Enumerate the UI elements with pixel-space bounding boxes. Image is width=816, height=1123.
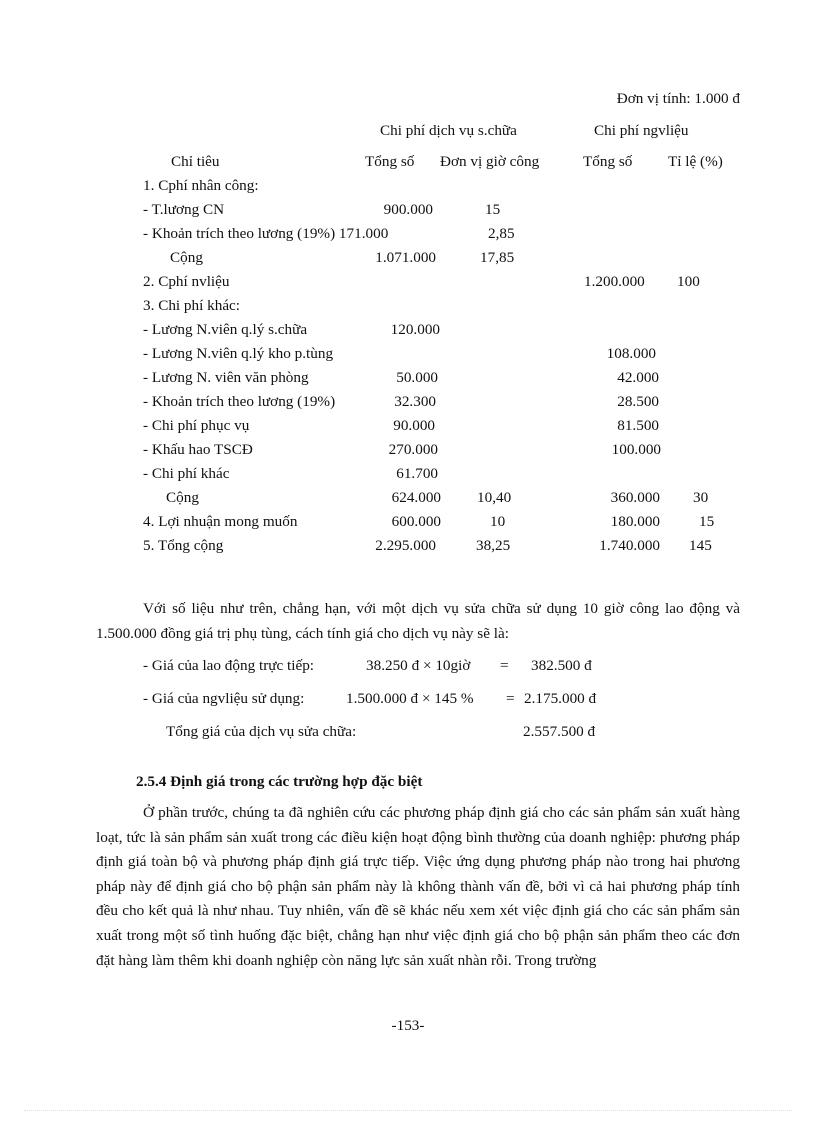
row-total: 600.000 xyxy=(391,513,441,530)
row-total: 270.000 xyxy=(388,441,438,458)
section-paragraph-text: Ở phần trước, chúng ta đã nghiên cứu các phương pháp định giá cho các sản phẩm sản xuất hàng loạt, tức là sản phẩm sản xuất trong các điều kiện hoạt động bình thường của doanh nghiệp: phương pháp định giá toàn bộ và phương pháp định giá trực tiếp. Việc ứng dụng phương pháp nào trong hai phương pháp này để định giá cho bộ phận sản phẩm này là không thành vấn đề, bởi vì cả hai phương pháp tính đều cho kết quả là như nhau. Tuy nhiên, vấn đề sẽ khác nếu xem xét việc định giá cho các sản phẩm sản xuất trong một số tình huống đặc biệt, chẳng hạn như việc định giá cho bộ phận sản phẩm theo các đơn đặt hàng làm thêm khi doanh nghiệp còn năng lực sản xuất nhàn rỗi. Trong trường xyxy=(96,804,740,969)
row-hours: 2,85 xyxy=(488,225,515,242)
row-total: 61.700 xyxy=(396,465,438,482)
row-label: 1. Cphí nhân công: xyxy=(143,177,259,194)
intro-paragraph-text: Với số liệu như trên, chẳng hạn, với một dịch vụ sửa chữa sử dụng 10 giờ công lao động và 1.500.000 đồng giá trị phụ tùng, cách tính giá cho dịch vụ này sẽ là: xyxy=(96,600,740,642)
row-label: 3. Chi phí khác: xyxy=(143,297,241,314)
row-label: - Chi phí phục vụ xyxy=(143,417,250,434)
row-label: - Chi phí khác xyxy=(143,465,230,482)
row-total: 624.000 xyxy=(391,489,441,506)
row-total: 900.000 xyxy=(383,201,433,218)
unit-note: Đơn vị tính: 1.000 đ xyxy=(616,90,740,107)
row-label: Cộng xyxy=(166,489,199,506)
row-material-total: 1.200.000 xyxy=(584,273,645,290)
row-material-total: 42.000 xyxy=(617,369,659,386)
section-heading: 2.5.4 Định giá trong các trường hợp đặc biệt xyxy=(136,773,423,790)
material-cost-group-header: Chi phí ngvliệu xyxy=(594,122,689,139)
labor-equals: = xyxy=(500,657,509,674)
table-row xyxy=(0,225,816,249)
total-label: Tổng giá của dịch vụ sửa chữa: xyxy=(166,723,357,740)
section-paragraph xyxy=(96,801,740,973)
table-row xyxy=(0,513,816,537)
row-material-total: 100.000 xyxy=(611,441,661,458)
labor-formula: 38.250 đ × 10giờ xyxy=(366,657,471,674)
material-formula: 1.500.000 đ × 145 % xyxy=(346,690,474,707)
row-material-total: 360.000 xyxy=(610,489,660,506)
total-result: 2.557.500 đ xyxy=(523,723,596,740)
labor-label: - Giá của lao động trực tiếp: xyxy=(143,657,315,674)
table-row xyxy=(0,489,816,513)
intro-paragraph xyxy=(96,597,740,646)
row-ratio: 145 xyxy=(689,537,712,554)
table-row xyxy=(0,369,816,393)
labor-result: 382.500 đ xyxy=(531,657,592,674)
table-row xyxy=(0,201,816,225)
row-label: - Lương N.viên q.lý kho p.tùng xyxy=(143,345,334,362)
table-row xyxy=(0,417,816,441)
row-material-total: 180.000 xyxy=(610,513,660,530)
row-material-total: 28.500 xyxy=(617,393,659,410)
row-hours: 10,40 xyxy=(477,489,512,506)
table-row xyxy=(0,441,816,465)
row-total: 2.295.000 xyxy=(375,537,436,554)
material-equals: = xyxy=(506,690,515,707)
service-cost-group-header: Chi phí dịch vụ s.chữa xyxy=(380,122,517,139)
col-header-label: Chỉ tiêu xyxy=(171,153,220,170)
col-header-hours: Đơn vị giờ công xyxy=(440,153,540,170)
table-row xyxy=(0,537,816,561)
page-number: -153- xyxy=(391,1017,425,1034)
row-label: - Lương N.viên q.lý s.chữa xyxy=(143,321,308,338)
material-label: - Giá của ngvliệu sử dụng: xyxy=(143,690,305,707)
row-total: 120.000 xyxy=(390,321,440,338)
row-label: - T.lương CN xyxy=(143,201,225,218)
row-hours: 15 xyxy=(485,201,501,218)
row-material-total: 81.500 xyxy=(617,417,659,434)
row-ratio: 100 xyxy=(677,273,700,290)
material-result: 2.175.000 đ xyxy=(524,690,597,707)
row-hours: 38,25 xyxy=(476,537,511,554)
row-hours: 10 xyxy=(490,513,506,530)
row-label: - Khoản trích theo lương (19%) 171.000 xyxy=(143,225,389,242)
table-row xyxy=(0,249,816,273)
table-row xyxy=(0,177,816,201)
table-row xyxy=(0,345,816,369)
table-row xyxy=(0,321,816,345)
table-row xyxy=(0,297,816,321)
row-label: - Khoản trích theo lương (19%) xyxy=(143,393,336,410)
row-total: 32.300 xyxy=(394,393,436,410)
row-material-total: 108.000 xyxy=(606,345,656,362)
col-header-material-total: Tổng số xyxy=(583,153,633,170)
col-header-ratio: Tỉ lệ (%) xyxy=(668,153,723,170)
row-label: 2. Cphí nvliệu xyxy=(143,273,230,290)
row-label: - Khấu hao TSCĐ xyxy=(143,441,253,458)
row-total: 1.071.000 xyxy=(375,249,436,266)
row-label: 4. Lợi nhuận mong muốn xyxy=(143,513,298,530)
row-total: 50.000 xyxy=(396,369,438,386)
table-row xyxy=(0,273,816,297)
row-hours: 17,85 xyxy=(480,249,515,266)
row-total: 90.000 xyxy=(393,417,435,434)
row-label: 5. Tổng cộng xyxy=(143,537,224,554)
row-ratio: 15 xyxy=(699,513,715,530)
row-label: - Lương N. viên văn phòng xyxy=(143,369,309,386)
table-row xyxy=(0,393,816,417)
table-row xyxy=(0,465,816,489)
page-bottom-divider xyxy=(24,1110,792,1111)
col-header-total: Tổng số xyxy=(365,153,415,170)
row-label: Cộng xyxy=(170,249,203,266)
row-ratio: 30 xyxy=(693,489,709,506)
row-material-total: 1.740.000 xyxy=(599,537,660,554)
